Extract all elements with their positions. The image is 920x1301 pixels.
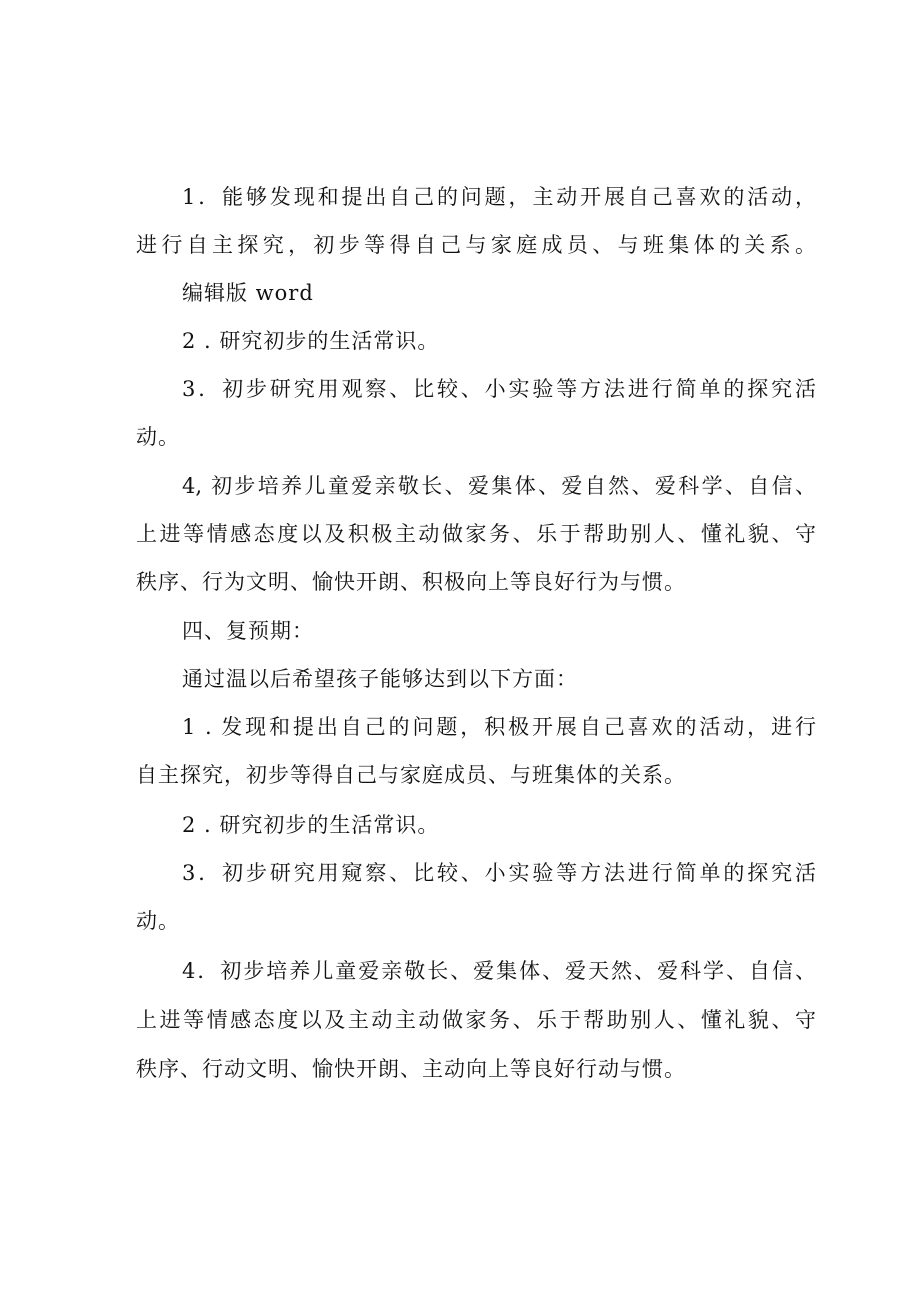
watermark-text: 编辑版 word [182, 281, 314, 305]
paragraph-line-18: 上进等情感态度以及主动主动做家务、乐于帮助别人、懂礼貌、守 [136, 1008, 816, 1032]
paragraph-line-8: 上进等情感态度以及积极主动做家务、乐于帮助别人、懂礼貌、守 [136, 522, 816, 546]
paragraph-line-17: 4．初步培养儿童爱亲敬长、爱集体、爱天然、爱科学、自信、 [182, 959, 816, 983]
section-heading: 四、复预期： [182, 619, 314, 643]
paragraph-line-5: 3．初步研究用观察、比较、小实验等方法进行简单的探究活 [182, 377, 816, 401]
paragraph-line-13: 自主探究，初步等得自己与家庭成员、与班集体的关系。 [136, 763, 686, 787]
paragraph-line-16: 动。 [136, 909, 180, 933]
paragraph-line-7: 4, 初步培养儿童爱亲敬长、爱集体、爱自然、爱科学、自信、 [182, 474, 816, 498]
paragraph-line-11: 通过温以后希望孩子能够达到以下方面： [182, 667, 578, 691]
paragraph-line-14: 2 . 研究初步的生活常识。 [182, 813, 440, 837]
paragraph-line-19: 秩序、行动文明、愉快开朗、主动向上等良好行动与惯。 [136, 1057, 686, 1081]
paragraph-line-1: 1．能够发现和提出自己的问题，主动开展自己喜欢的活动， [182, 185, 816, 209]
paragraph-line-12: 1 . 发现和提出自己的问题，积极开展自己喜欢的活动，进行 [182, 715, 816, 739]
paragraph-line-4: 2 . 研究初步的生活常识。 [182, 329, 440, 353]
paragraph-line-15: 3．初步研究用窥察、比较、小实验等方法进行简单的探究活 [182, 861, 816, 885]
paragraph-line-9: 秩序、行为文明、愉快开朗、积极向上等良好行为与惯。 [136, 570, 686, 594]
paragraph-line-6: 动。 [136, 425, 180, 449]
paragraph-line-2: 进行自主探究，初步等得自己与家庭成员、与班集体的关系。 [136, 233, 816, 257]
